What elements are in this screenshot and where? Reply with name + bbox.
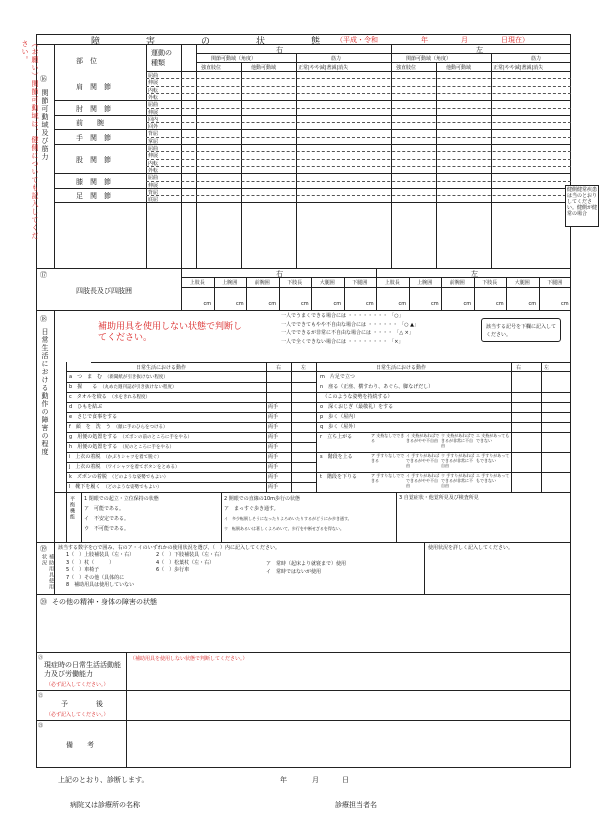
left-label: 左 bbox=[476, 46, 483, 54]
motion-label: 回内 bbox=[148, 116, 159, 123]
muscle-label-r: 筋力 bbox=[331, 56, 342, 62]
both-hands-label: 両手 bbox=[268, 434, 279, 440]
motion-label: 底屈 bbox=[148, 197, 159, 204]
adl-option: イ 手すりがあればできるがやや不自由 bbox=[406, 473, 440, 488]
motion-label: 内転 bbox=[148, 87, 159, 94]
adl-option: ア 手すりなしでできる bbox=[371, 473, 405, 483]
adl-item: n 座る（正座、横すわり、あぐら、脚なげだし） bbox=[320, 384, 434, 390]
balance-label: 平衡機能 bbox=[69, 496, 75, 520]
limb-unit: cm bbox=[366, 301, 374, 307]
sec21-label: 現症時の日常生活活動能力及び労働能力 bbox=[44, 661, 121, 678]
footer-year: 年 bbox=[280, 776, 287, 784]
both-hands-label: 両手 bbox=[268, 414, 279, 420]
motion-label: 背屈 bbox=[148, 131, 159, 138]
left-label: 左 bbox=[471, 270, 478, 278]
adl-item: e さじで食事をする bbox=[69, 414, 118, 420]
footer-doctor: 診療担当者名 bbox=[335, 801, 377, 809]
strong-l: 強直肢位 bbox=[396, 65, 417, 71]
joint-name: 足 関 節 bbox=[76, 192, 111, 201]
sec17 bbox=[36, 268, 571, 311]
limb-unit: cm bbox=[463, 301, 472, 307]
title-char: 害 bbox=[146, 37, 156, 47]
year-label: 年 bbox=[421, 36, 428, 44]
month-label: 月 bbox=[461, 36, 468, 44]
adl-left-r: 左 bbox=[544, 365, 550, 371]
adl-option: イ 手すりがあればできるがやや不自由 bbox=[406, 453, 440, 468]
sec23-num: ㉓ bbox=[38, 723, 44, 729]
limb-unit: cm bbox=[301, 301, 309, 307]
adl-item: j 上衣の着脱 （ワイシャツを着てボタンをとめる） bbox=[69, 464, 180, 470]
limb-col-header: 大腿囲 bbox=[319, 280, 335, 286]
sec16 bbox=[36, 44, 571, 269]
limb-unit: cm bbox=[203, 301, 212, 307]
motion-label: 屈曲 bbox=[148, 102, 159, 109]
notice-text: （お願い）関節可動域は、健側についても記入してください。 bbox=[21, 40, 39, 240]
limb-col-header: 上肢長 bbox=[384, 280, 400, 286]
sec23-label: 備 考 bbox=[66, 741, 94, 749]
no-aid-instruction: 補助用具を使用しない状態で判断してください。 bbox=[98, 322, 243, 343]
motion-label: 回外 bbox=[148, 124, 159, 131]
balance-2: 2 開眼での直線の10m歩行の状態 ア まっすぐ歩き通す。 イ 多少転倒しそうになったりよろめいたりするがどうにか歩き通す。 ウ 転倒あるいは著しくよろめいて、歩行を中断せざるを得ない。 bbox=[224, 496, 352, 531]
sec16-num: ⑯ bbox=[40, 75, 47, 83]
sec17-num: ⑰ bbox=[40, 271, 47, 279]
adl-item: i 上衣の着脱 （かぶりシャツを着て脱ぐ） bbox=[69, 454, 162, 460]
adl-item: a つ ま む （新聞紙が引き抜けない程度） bbox=[69, 374, 168, 380]
motion-label: 屈曲 bbox=[148, 175, 159, 182]
motion-label: 掌屈 bbox=[148, 138, 159, 145]
title-char: 状 bbox=[256, 37, 266, 47]
limb-col-header: 大腿囲 bbox=[514, 280, 530, 286]
limb-unit: cm bbox=[561, 301, 569, 307]
part-header: 部 位 bbox=[76, 57, 97, 65]
title-char: 態 bbox=[311, 37, 321, 47]
title-char: 障 bbox=[91, 37, 101, 47]
adl-option: ウ 手すりがあればできるが非常に不自由 bbox=[441, 453, 475, 468]
sec19-intro: 該当する数字を○で囲み、右のア・イのいずれかの使用状況を選び、（ ）内に記入してください。 bbox=[58, 545, 280, 551]
sec22-num: ㉒ bbox=[38, 693, 44, 699]
title-char: の bbox=[201, 37, 211, 47]
motion-label: 伸展 bbox=[148, 109, 159, 116]
limb-col-header: 下腿囲 bbox=[547, 280, 563, 286]
adl-item: l 靴下を履く （どのような姿勢でもよい） bbox=[69, 484, 162, 490]
sec18-num: ⑱ bbox=[40, 315, 47, 323]
motion-label: 屈曲 bbox=[148, 146, 159, 152]
adl-option: ウ 支持があればできるが非常に不自由 bbox=[441, 433, 475, 448]
limb-col-header: 前腕囲 bbox=[449, 280, 465, 286]
sec19-num: ⑲ bbox=[40, 545, 47, 553]
adl-header-l: 日常生活における動作 bbox=[136, 365, 187, 371]
joint-name: 手 関 節 bbox=[76, 133, 111, 142]
sec18 bbox=[36, 310, 571, 543]
motion-label: 内転 bbox=[148, 160, 159, 167]
active-r: 他動可動域 bbox=[251, 65, 277, 71]
limb-unit: cm bbox=[236, 301, 244, 307]
joint-name: 肘 関 節 bbox=[76, 104, 111, 113]
limb-unit: cm bbox=[398, 301, 407, 307]
joint-name: 前 腕 bbox=[76, 119, 104, 128]
motion-label: 外転 bbox=[148, 94, 159, 101]
aid-items-b: 2（ ）下肢補装具（左・右） 4（ ）松葉杖（左・右） 6（ ）歩行車 bbox=[156, 552, 225, 573]
adl-option: エ 支持があってもできない bbox=[476, 433, 510, 443]
sec20 bbox=[36, 594, 571, 653]
limb-col-header: 下肢長 bbox=[287, 280, 303, 286]
sec19 bbox=[36, 542, 571, 595]
both-hands-label: 両手 bbox=[268, 454, 279, 460]
adl-item: g 用便の処置をする （ズボンの前のところに手をやる） bbox=[69, 434, 192, 440]
rom-label-l: 関節可動域（角度） bbox=[406, 56, 452, 62]
balance-3: 3 自覚症状・他覚所見及び検査所見 bbox=[399, 495, 479, 501]
footer-day: 日 bbox=[342, 776, 349, 784]
both-hands-label: 両手 bbox=[268, 424, 279, 430]
sec21-note: （補助用具を使用しない状態で判断してください。） bbox=[130, 656, 248, 662]
motion-label: 外転 bbox=[148, 167, 159, 174]
muscle-label-l: 筋力 bbox=[531, 56, 542, 62]
limb-col-header: 上肢長 bbox=[189, 280, 205, 286]
strong-r: 強直肢位 bbox=[201, 65, 222, 71]
limb-unit: cm bbox=[431, 301, 439, 307]
era-label: （平成・令和 bbox=[336, 36, 378, 44]
aid-items-a: 1（ ）上肢補装具（左・右） 3（ ）杖（ ） 5（ ）車椅子 7（ ）その他（具体的に 8 補助用具は使用していない bbox=[66, 552, 135, 588]
limb-col-header: 上腕囲 bbox=[417, 280, 433, 286]
motion-label: 屈曲 bbox=[148, 73, 159, 79]
both-hands-label: 両手 bbox=[268, 404, 279, 410]
both-hands-label: 両手 bbox=[268, 474, 279, 480]
motion-label: 伸展 bbox=[148, 182, 159, 189]
sec22 bbox=[36, 690, 571, 721]
adl-item: t 階段を下りる bbox=[320, 474, 357, 480]
joint-name: 股 関 節 bbox=[76, 155, 111, 164]
motion-label: 伸展 bbox=[148, 80, 159, 87]
sec19-label: 補助用具使用状況 bbox=[41, 554, 54, 590]
adl-item: h 用便の処置をする （尻のところに手をやる） bbox=[69, 444, 174, 450]
adl-item: f 顔 を 洗 う （顔に手のひらをつける） bbox=[69, 424, 168, 430]
motion-header: 運動の種類 bbox=[151, 49, 172, 67]
sec21-num: ㉑ bbox=[38, 655, 44, 661]
adl-option: ア 手すりなしでできる bbox=[371, 453, 405, 463]
box-note: 該当する記号を下欄に記入してください。 bbox=[481, 318, 561, 342]
adl-item: b 握 る （丸めた週刊誌が引き抜けない程度） bbox=[69, 384, 177, 390]
sec20-label: その他の精神・身体の障害の状態 bbox=[52, 598, 157, 606]
sec21-must: （必ず記入してください。） bbox=[46, 682, 109, 688]
motion-label: 背屈 bbox=[148, 189, 159, 196]
legend: 一人でうまくできる場合には ・・・・・・・・ 「○」 一人でできてもやや不自由な場合には ・・・・・・ 「○ ▲」 一人でできるが非常に不自由な場合には ・・・・ 「△ ×」 一人で全くできない場合には ・・・・・・・・ 「×」 bbox=[281, 313, 420, 345]
both-hands-label: 両手 bbox=[268, 484, 279, 490]
joint-name: 肩 関 節 bbox=[76, 82, 111, 91]
balance-1: 1 閉眼での起立・立位保持の状態 ア 可能である。 イ 不安定である。 ウ 不可能である。 bbox=[84, 496, 159, 532]
adl-item: r 立ち上がる bbox=[320, 434, 353, 440]
footer-month: 月 bbox=[312, 776, 319, 784]
side-note: 健側健常疾患は当のとおりしてください。健側が健常の場合 bbox=[565, 185, 599, 227]
sec21 bbox=[36, 652, 571, 691]
limb-col-header: 下腿囲 bbox=[352, 280, 368, 286]
sec17-label: 四肢長及び四肢囲 bbox=[76, 287, 132, 295]
adl-option: ウ 手すりがあればできるが非常に不自由 bbox=[441, 473, 475, 488]
grades-l: 正常|やや減|著減|消失 bbox=[493, 65, 544, 71]
adl-item: c タオルを絞る （水をきれる程度） bbox=[69, 394, 151, 400]
both-hands-label: 両手 bbox=[268, 444, 279, 450]
footer-statement: 上記のとおり、診断します。 bbox=[58, 776, 149, 784]
adl-item: （このような姿勢を持続する） bbox=[325, 394, 393, 400]
usage-options: ア 常時（起床より就寝まで）使用 イ 常時ではないが使用 bbox=[266, 561, 347, 575]
adl-option: エ 手すりがあってもできない bbox=[476, 473, 510, 483]
sec22-label: 予 後 bbox=[61, 700, 103, 708]
adl-left-l: 左 bbox=[301, 365, 307, 371]
adl-item: p 歩く（屋内） bbox=[320, 414, 359, 420]
adl-item: o 深くおじぎ（最敬礼）をする bbox=[320, 404, 394, 410]
grades-r: 正常|やや減|著減|消失 bbox=[298, 65, 349, 71]
sec23 bbox=[36, 720, 571, 768]
motion-label: 伸展 bbox=[148, 153, 159, 160]
adl-option: イ 支持があればできるがやや不自由 bbox=[406, 433, 440, 443]
joint-name: 膝 関 節 bbox=[76, 177, 111, 186]
adl-right-l: 右 bbox=[276, 365, 282, 371]
adl-option: エ 手すりがあってもできない bbox=[476, 453, 510, 463]
adl-option: ア 支持なしでできる bbox=[371, 433, 405, 443]
limb-unit: cm bbox=[268, 301, 277, 307]
sec18-label: 日常生活における動作の障害の程度 bbox=[41, 328, 49, 456]
active-l: 他動可動域 bbox=[446, 65, 472, 71]
limb-unit: cm bbox=[333, 301, 342, 307]
limb-col-header: 上腕囲 bbox=[222, 280, 238, 286]
sec16-label: 関節可動域及び筋力 bbox=[41, 89, 49, 161]
adl-right-r: 右 bbox=[516, 365, 522, 371]
adl-item: m 片足で立つ bbox=[320, 374, 355, 380]
adl-item: q 歩く（屋外） bbox=[320, 424, 359, 430]
sec19-right-note: 使用状況を詳しく記入してください。 bbox=[428, 545, 514, 551]
right-label: 右 bbox=[276, 270, 283, 278]
limb-col-header: 下肢長 bbox=[482, 280, 498, 286]
date-label: 日現在） bbox=[501, 36, 529, 44]
rom-label-r: 関節可動域（角度） bbox=[211, 56, 257, 62]
limb-unit: cm bbox=[528, 301, 537, 307]
right-label: 右 bbox=[276, 46, 283, 54]
sec22-must: （必ず記入してください。） bbox=[46, 712, 109, 718]
adl-header-r: 日常生活における動作 bbox=[376, 365, 427, 371]
limb-col-header: 前腕囲 bbox=[254, 280, 270, 286]
adl-item: d ひもを結ぶ bbox=[69, 404, 103, 410]
adl-item: s 階段を上る bbox=[320, 454, 353, 460]
adl-item: k ズボンの着脱 （どのような姿勢でもよい） bbox=[69, 474, 169, 480]
sec20-num: ⑳ bbox=[40, 598, 47, 606]
footer-hospital: 病院又は診療所の名称 bbox=[70, 801, 140, 809]
limb-unit: cm bbox=[496, 301, 504, 307]
both-hands-label: 両手 bbox=[268, 464, 279, 470]
